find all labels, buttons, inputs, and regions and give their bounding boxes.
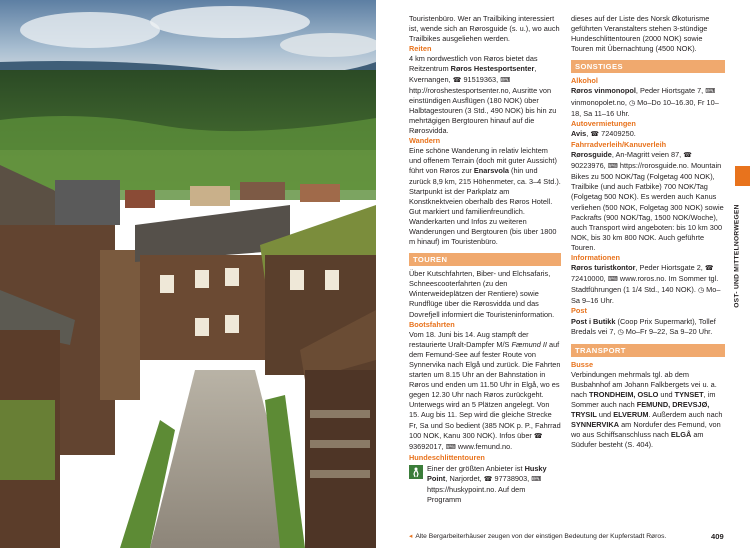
section-band-touren: TOUREN bbox=[409, 253, 561, 266]
intro-text: Touristenbüro. Wer an Trailbiking interessiert ist, wende sich an Rørosguide (s. u.), wo auch Trailbikes ausgeliehen werden. bbox=[409, 14, 560, 44]
heading-post: Post bbox=[571, 306, 587, 316]
section-band-transport: TRANSPORT bbox=[571, 344, 725, 357]
page-number: 409 bbox=[711, 532, 724, 541]
heading-hundeschlitten: Hundeschlittentouren bbox=[409, 452, 485, 462]
text-column-right bbox=[571, 14, 725, 451]
web-icon: ⌨ bbox=[607, 163, 618, 171]
caption-arrow-icon: ◂ bbox=[409, 533, 413, 540]
hiker-icon bbox=[409, 465, 423, 479]
photo-caption: ◂ Alte Bergarbeiterhäuser zeugen von der einstigen Bedeutung der Kupferstadt Røros. bbox=[409, 533, 667, 540]
clock-icon: ◷ bbox=[697, 287, 705, 295]
phone-icon: ☎ bbox=[590, 130, 600, 138]
section-band-sonstiges: SONSTIGES bbox=[571, 60, 725, 73]
phone-icon: ☎ bbox=[533, 432, 543, 440]
chapter-side-label: OST- UND MITTELNORWEGEN bbox=[733, 204, 741, 308]
heading-reiten: Reiten bbox=[409, 44, 432, 54]
heading-autovermietungen: Autovermietungen bbox=[571, 118, 636, 128]
phone-icon: ☎ bbox=[683, 152, 692, 160]
wandern-text: Eine schöne Wanderung in relativ leichtem und offenem Terrain (doch mit guter Aussicht) führt von Røros zur Enarsvola (hin und zurück 8,9 km, 215 Höhenmeter, ca. 3–4 Std.). Startpunkt ist der Parkplatz am Konstknektveien oberhalb des Røros Hotell. Gut markiert und familienfreundlich. Wanderkarten und Infos zu weiteren Wanderungen und Bergtouren (bis über 1800 m hinauf) im Touristenbüro. bbox=[409, 146, 561, 247]
post-text: Post i Butikk (Coop Prix Supermarkt), Tollef Bredals vei 7, ◷ Mo–Fr 9–22, Sa 9–20 Uhr. bbox=[571, 317, 725, 338]
phone-icon: ☎ bbox=[483, 476, 493, 484]
continuation-text: dieses auf der Liste des Norsk Økoturisme geführten Veranstalters stehen 3-stündige Hundeschlittentouren (2000 NOK) sowie Touren mit Übernachtung (4500 NOK). bbox=[571, 14, 710, 54]
web-icon: ⌨ bbox=[607, 276, 618, 284]
heading-fahrradverleih: Fahrradverleih/Kanuverleih bbox=[571, 139, 667, 149]
husky-entry bbox=[409, 464, 561, 505]
info-text: Røros turistkontor, Peder Hiortsgate 2, ☎ 72410000, ⌨ www.roros.no. Im Sommer tgl. Stadtführungen (1 1/4 Std., 140 NOK). ◷ Mo–Sa 9–16 Uhr. bbox=[571, 263, 721, 306]
clock-icon: ◷ bbox=[617, 328, 624, 336]
boot-text: Vom 18. Juni bis 14. Aug stampft der restaurierte Uralt-Dampfer M/S Fæmund II auf dem Femund-See auf fester Route von Synnervika nach Elgå und zurück. Die Fahrten starten um 8.15 Uhr an der Bahnstation in Røros und enden um 11.50 Uhr in Elgå, wo es gegen 12.30 Uhr nach Røros zurückgeht. Unterwegs wird an 5 Plätzen angelegt. Von 15. Aug bis 11. Sep wird die gleiche Strecke Fr, Sa und So bedient (385 NOK p. P., Fahrrad 100 NOK, Kanu 300 NOK). Infos über ☎ 93692017, ⌨ www.femund.no. bbox=[409, 330, 561, 453]
heading-busse: Busse bbox=[571, 359, 594, 369]
text-column-left bbox=[409, 14, 561, 505]
alkohol-text: Røros vinmonopol, Peder Hiortsgate 7, ⌨ vinmonopolet.no, ◷ Mo–Do 10–16.30, Fr 10–18, Sa 11–16 Uhr. bbox=[571, 86, 719, 118]
heading-informationen: Informationen bbox=[571, 252, 620, 262]
phone-icon: ☎ bbox=[704, 265, 714, 273]
clock-icon: ◷ bbox=[628, 99, 636, 107]
hunde-text: Einer der größten Anbieter ist Husky Point, Narjordet, ☎ 97738903, ⌨ https://huskypoint.no. Auf dem Programm bbox=[427, 463, 547, 505]
web-icon: ⌨ bbox=[705, 88, 716, 96]
heading-wandern: Wandern bbox=[409, 136, 441, 146]
touren-text: Über Kutschfahrten, Biber- und Elchsafaris, Schneescooterfahrten (zu den Winterweideplätzen der Rentiere) sowie Rundflüge über die Rørosvidda und das Dovrefjell informiert die Touristeninformation. bbox=[409, 269, 555, 319]
heading-bootsfahrten: Bootsfahrten bbox=[409, 319, 455, 329]
web-icon: ⌨ bbox=[445, 443, 456, 451]
chapter-tab-marker bbox=[735, 166, 750, 186]
reiten-text: 4 km nordwestlich von Røros bietet das Reitzentrum Røros Hestesportsenter, Kvernangen, ☎ 91519363, ⌨ http://roroshestesportsenter.no, Ausritte von einstündigen Ausflügen (180 NOK) über Halbtagestouren (3 Std., 490 NOK) bis hin zu mehrtägigen Bergtouren hinauf auf die Rørosvidda. bbox=[409, 54, 557, 136]
busse-text: Verbindungen mehrmals tgl. ab dem Busbahnhof am Johann Falkbergets vei u. a. nach TRONDHEIM, OSLO und TYNSET, im Sommer auch nach FEMUND, DREVSJØ, TRYSIL und ELVERUM. Außerdem auch nach SYNNERVIKA am Nordufer des Femund, von wo aus Schiffsanschluss nach ELGÅ am Südufer besteht (S. 404). bbox=[571, 369, 723, 450]
web-icon: ⌨ bbox=[500, 76, 511, 84]
phone-icon: ☎ bbox=[452, 76, 462, 84]
web-icon: ⌨ bbox=[531, 476, 542, 484]
auto-text: Avis, ☎ 72409250. bbox=[571, 129, 725, 140]
heading-alkohol: Alkohol bbox=[571, 76, 598, 86]
fahrrad-text: Rørosguide, An-Magritt veien 87, ☎ 90223976, ⌨ https://rorosguide.no. Mountain Bikes zu 500 NOK/Tag (Folgetag 400 NOK), Trailbike (und auch Fatbike) 700 NOK/Tag (Folgetag 500 NOK). Es werden auch Kanus verliehen (500 NOK, Folgetag 300 NOK) sowie Packrafts (900 NOK/Tag, 1500 NOK/Woche), auch Transport wird angeboten: bis 10 km 300 NOK, bis 30 km 800 NOK. Auch geführte Touren. bbox=[571, 150, 724, 252]
